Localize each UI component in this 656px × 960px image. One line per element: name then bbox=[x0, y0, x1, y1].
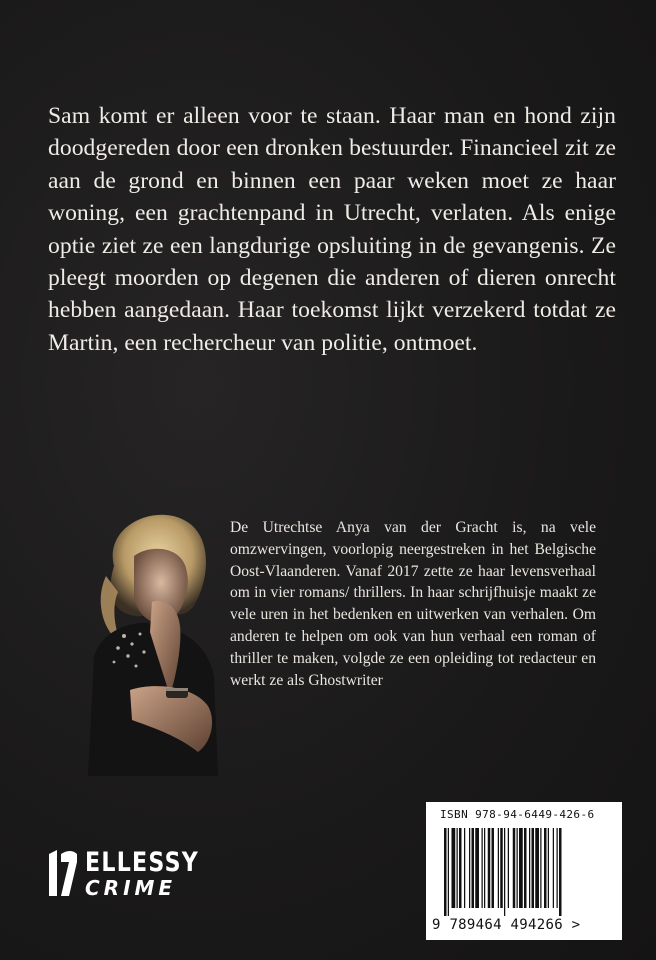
isbn-label: ISBN 978-94-6449-426-6 bbox=[440, 808, 595, 821]
book-blurb bbox=[48, 100, 616, 359]
publisher-name: ELLESSY bbox=[85, 847, 200, 878]
ean-barcode-icon bbox=[444, 828, 604, 916]
publisher-imprint: CRIME bbox=[85, 876, 177, 900]
isbn-barcode bbox=[426, 802, 622, 940]
blurb-text: Sam komt er alleen voor te staan. Haar man en hond zijn doodgereden door een dronken bestuurder. Financieel zit ze aan de grond en binnen een paar weken moet ze haar woning, een grachtenpand in Utrecht, verlaten. Als enige optie ziet ze een langdurige opsluiting in de gevangenis. Ze pleegt moorden op degenen die anderen of dieren onrecht hebben aangedaan. Haar toekomst lijkt verzekerd totdat ze Martin, een rechercheur van politie, ontmoet. bbox=[48, 103, 616, 356]
ellessy-logo-mark-icon bbox=[47, 848, 81, 898]
barcode-digits: 9 789464 494266 > bbox=[432, 917, 581, 933]
author-bio bbox=[230, 517, 596, 691]
publisher-logo bbox=[47, 848, 217, 900]
bio-text: De Utrechtse Anya van der Gracht is, na vele omzwervingen, voorlopig neergestreken in het Belgische Oost-Vlaanderen. Vanaf 2017 zette ze haar levensverhaal om in vier romans/ thrillers. In haar schrijfhuisje maakt ze vele uren in het bedenken en uitwerken van verhalen. Om anderen te helpen om ook van hun verhaal een roman of thriller te maken, volgde ze een opleiding tot redacteur en werkt ze als Ghostwriter bbox=[230, 519, 596, 689]
author-portrait-icon bbox=[84, 506, 224, 776]
